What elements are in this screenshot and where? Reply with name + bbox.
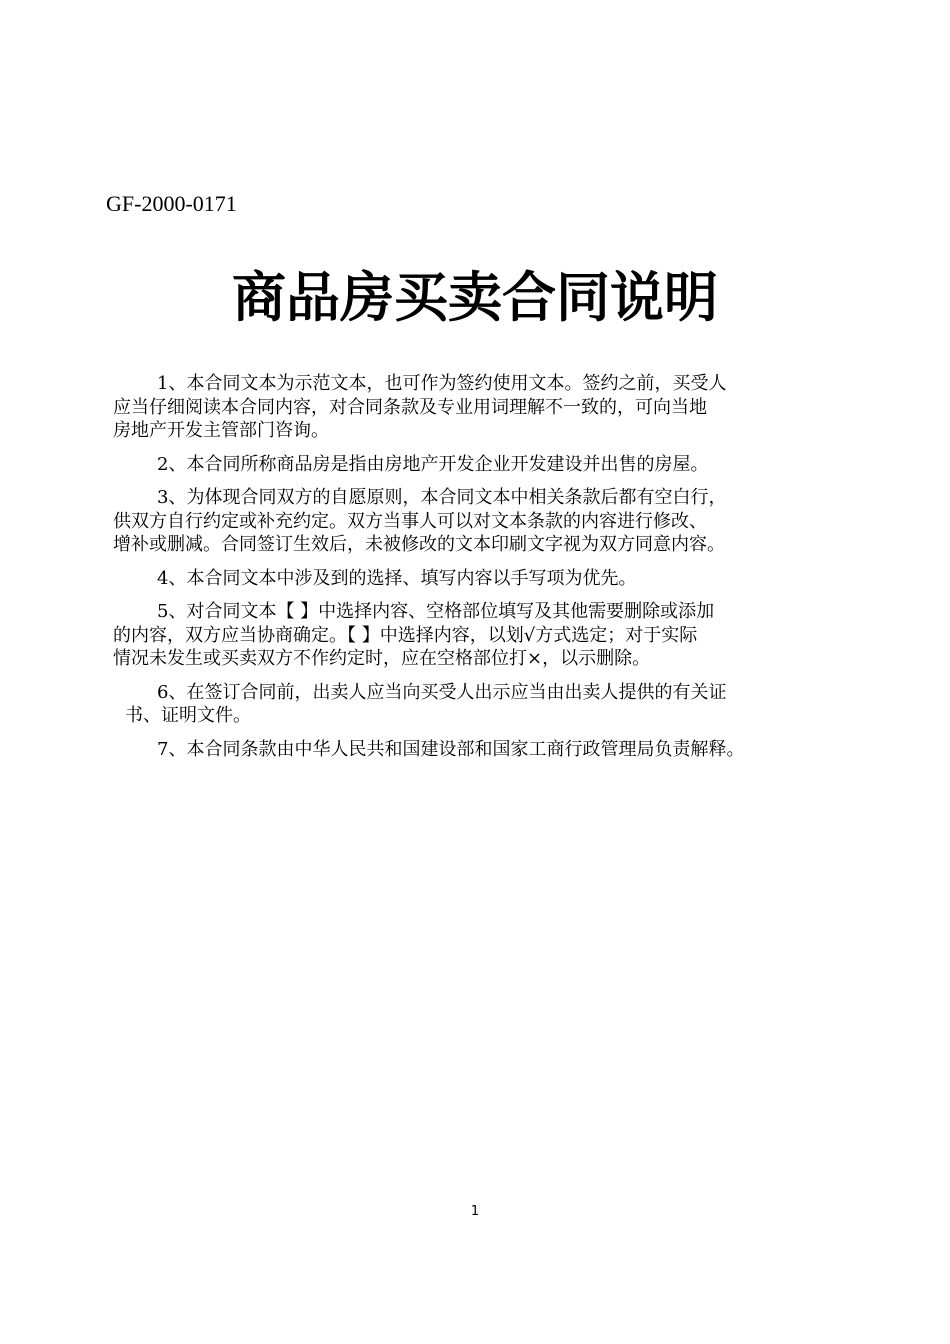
clause-2 [113, 453, 873, 477]
clause-line: 情况未发生或买卖双方不作约定时，应在空格部位打×，以示删除。 [113, 648, 651, 669]
document-code: GF-2000-0171 [106, 191, 237, 216]
clause-line: 6、在签订合同前，出卖人应当向买受人出示应当由出卖人提供的有关证 [157, 681, 727, 703]
clause-line: 供双方自行约定或补充约定。双方当事人可以对文本条款的内容进行修改、 [113, 510, 707, 532]
clause-6 [113, 681, 873, 728]
clause-4 [113, 567, 873, 591]
clause-line: 4、本合同文本中涉及到的选择、填写内容以手写项为优先。 [157, 567, 637, 589]
clause-line: 房地产开发主管部门咨询。 [113, 420, 329, 441]
clause-line: 5、对合同文本【 】中选择内容、空格部位填写及其他需要删除或添加 [157, 601, 715, 622]
clause-7 [113, 738, 873, 762]
page-number: 1 [470, 1204, 480, 1219]
clause-line: 应当仔细阅读本合同内容，对合同条款及专业用词理解不一致的，可向当地 [113, 396, 707, 418]
clause-5 [113, 600, 873, 671]
clause-line: 1、本合同文本为示范文本，也可作为签约使用文本。签约之前，买受人 [157, 373, 727, 394]
clause-list [113, 372, 873, 771]
clause-3 [113, 486, 873, 557]
clause-line: 的内容，双方应当协商确定。【 】中选择内容，以划√方式选定；对于实际 [113, 624, 698, 646]
clause-1 [113, 372, 873, 443]
clause-line: 3、为体现合同双方的自愿原则，本合同文本中相关条款后都有空白行， [157, 487, 727, 508]
clause-line: 7、本合同条款由中华人民共和国建设部和国家工商行政管理局负责解释。 [157, 738, 745, 760]
clause-line: 书、证明文件。 [125, 705, 251, 726]
clause-line: 2、本合同所称商品房是指由房地产开发企业开发建设并出售的房屋。 [157, 453, 709, 475]
clause-line: 增补或删减。合同签订生效后，未被修改的文本印刷文字视为双方同意内容。 [113, 534, 725, 555]
document-title: 商品房买卖合同说明 [232, 266, 718, 329]
